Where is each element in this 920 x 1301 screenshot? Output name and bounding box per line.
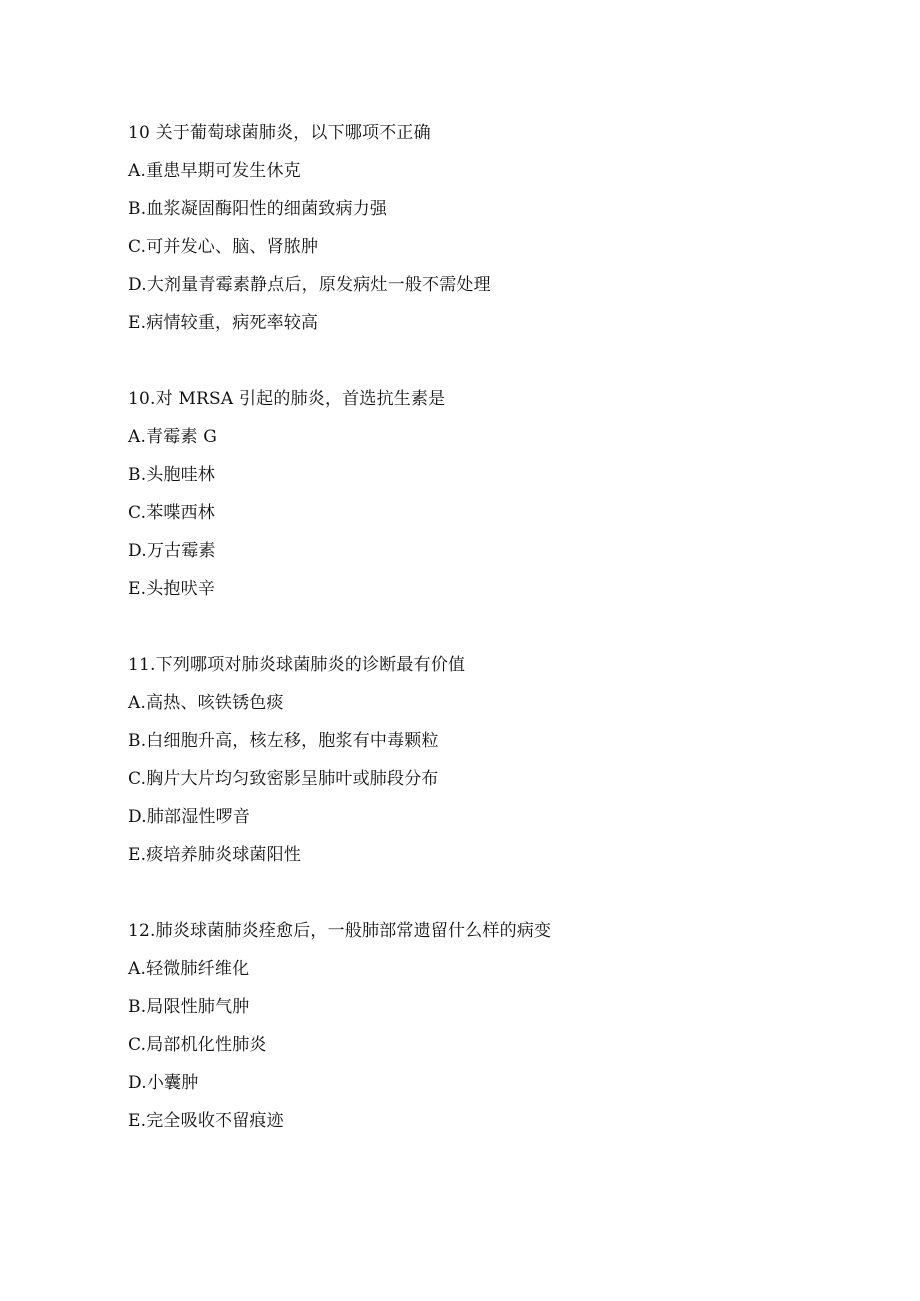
- option-d: D.肺部湿性啰音: [128, 807, 251, 827]
- document-page: [128, 114, 828, 1178]
- option-d: D.万古霉素: [128, 541, 216, 561]
- option-b: B.血浆凝固酶阳性的细菌致病力强: [128, 199, 388, 219]
- option-c: C.胸片大片均匀致密影呈肺叶或肺段分布: [128, 769, 439, 789]
- option-d: D.小囊肿: [128, 1073, 199, 1093]
- option-a: A.青霉素 G: [128, 427, 218, 447]
- option-e: E.头抱吠辛: [128, 579, 216, 599]
- option-e: E.痰培养肺炎球菌阳性: [128, 845, 302, 865]
- question-12: [128, 912, 828, 1140]
- question-10a: [128, 114, 828, 342]
- option-a: A.轻微肺纤维化: [128, 959, 250, 979]
- option-d: D.大剂量青霉素静点后，原发病灶一般不需处理: [128, 275, 491, 295]
- option-c: C.可并发心、脑、肾脓肿: [128, 237, 319, 257]
- option-c: C.苯喋西林: [128, 503, 216, 523]
- option-b: B.局限性肺气肿: [128, 997, 250, 1017]
- option-a: A.高热、咳铁锈色痰: [128, 693, 284, 713]
- option-b: B.头胞哇林: [128, 465, 216, 485]
- question-stem: 10 关于葡萄球菌肺炎，以下哪项不正确: [128, 123, 431, 143]
- option-e: E.完全吸收不留痕迹: [128, 1111, 284, 1131]
- question-stem: 10.对 MRSA 引起的肺炎，首选抗生素是: [128, 389, 446, 409]
- option-b: B.白细胞升高，核左移，胞浆有中毒颗粒: [128, 731, 439, 751]
- option-c: C.局部机化性肺炎: [128, 1035, 267, 1055]
- question-stem: 11.下列哪项对肺炎球菌肺炎的诊断最有价值: [128, 655, 466, 675]
- option-e: E.病情较重，病死率较高: [128, 313, 319, 333]
- question-10b: [128, 380, 828, 608]
- option-a: A.重患早期可发生休克: [128, 161, 301, 181]
- question-stem: 12.肺炎球菌肺炎痊愈后，一般肺部常遗留什么样的病变: [128, 921, 552, 941]
- question-11: [128, 646, 828, 874]
